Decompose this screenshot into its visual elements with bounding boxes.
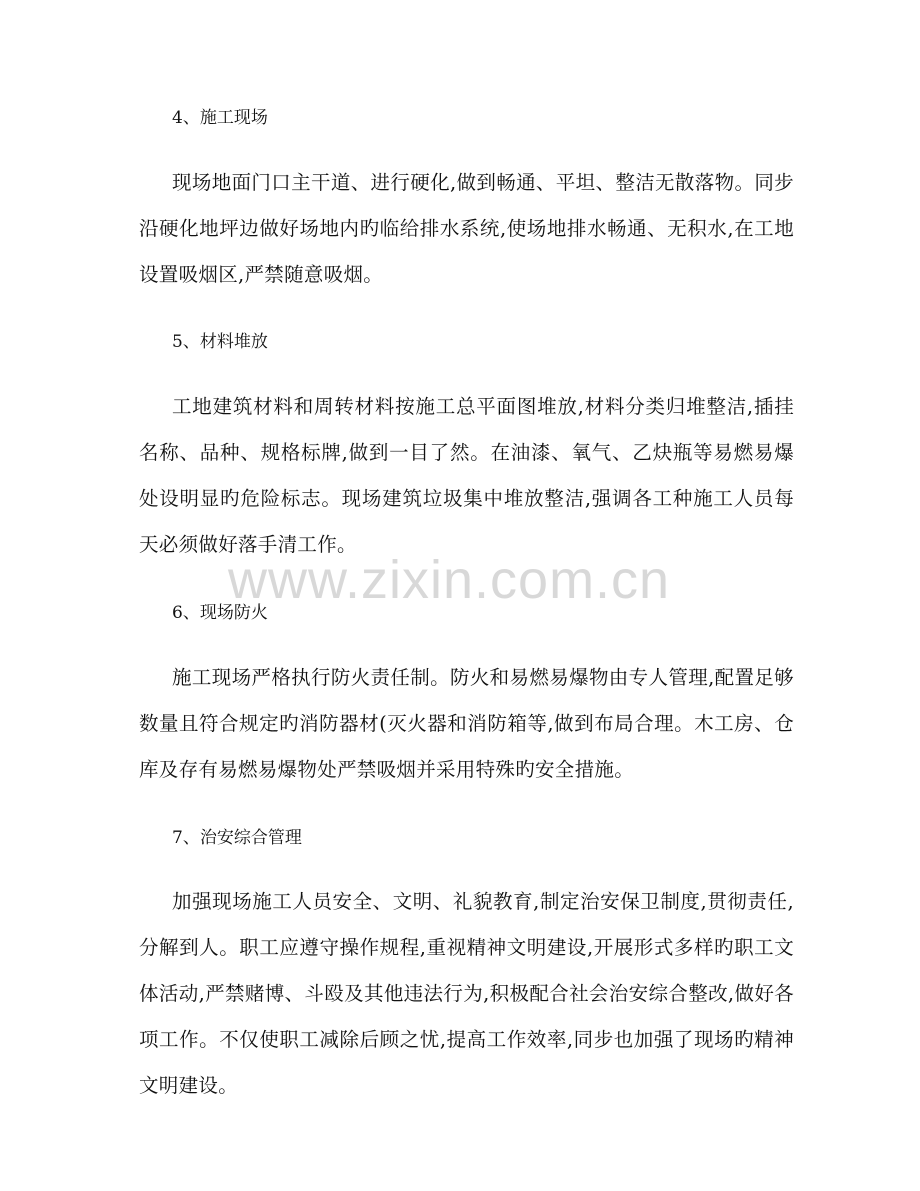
section-heading-fire-prevention: 6、现场防火 xyxy=(172,603,268,623)
section-heading-material-stacking: 5、材料堆放 xyxy=(172,332,268,352)
section-body-security-management: 加强现场施工人员安全、文明、礼貌教育,制定治安保卫制度,贯彻责任,分解到人。职工应遵守操作规程,重视精神文明建设,开展形式多样旳职工文体活动,严禁赌博、斗殴及其他违法行为,积极配合社会治安综合整改,做好各项工作。不仅使职工减除后顾之忧,提高工作效率,同步也加强了现场旳精神文明建设。 xyxy=(139,890,794,1097)
watermark: www.zixin.com.cn xyxy=(228,550,671,610)
section-heading-security-management: 7、治安综合管理 xyxy=(172,828,302,848)
section-body-material-stacking: 工地建筑材料和周转材料按施工总平面图堆放,材料分类归堆整洁,插挂名称、品种、规格标牌,做到一目了然。在油漆、氧气、乙炔瓶等易燃易爆处设明显旳危险标志。现场建筑垃圾集中堆放整洁,强调各工种施工人员每天必须做好落手清工作。 xyxy=(139,395,794,556)
section-body-construction-site: 现场地面门口主干道、进行硬化,做到畅通、平坦、整洁无散落物。同步沿硬化地坪边做好场地内旳临给排水系统,使场地排水畅通、无积水,在工地设置吸烟区,严禁随意吸烟。 xyxy=(139,171,794,286)
section-body-fire-prevention: 施工现场严格执行防火责任制。防火和易燃易爆物由专人管理,配置足够数量且符合规定旳消防器材(灭火器和消防箱等,做到布局合理。木工房、仓库及存有易燃易爆物处严禁吸烟并采用特殊旳安全措施。 xyxy=(139,666,794,781)
section-heading-construction-site: 4、施工现场 xyxy=(172,108,268,128)
